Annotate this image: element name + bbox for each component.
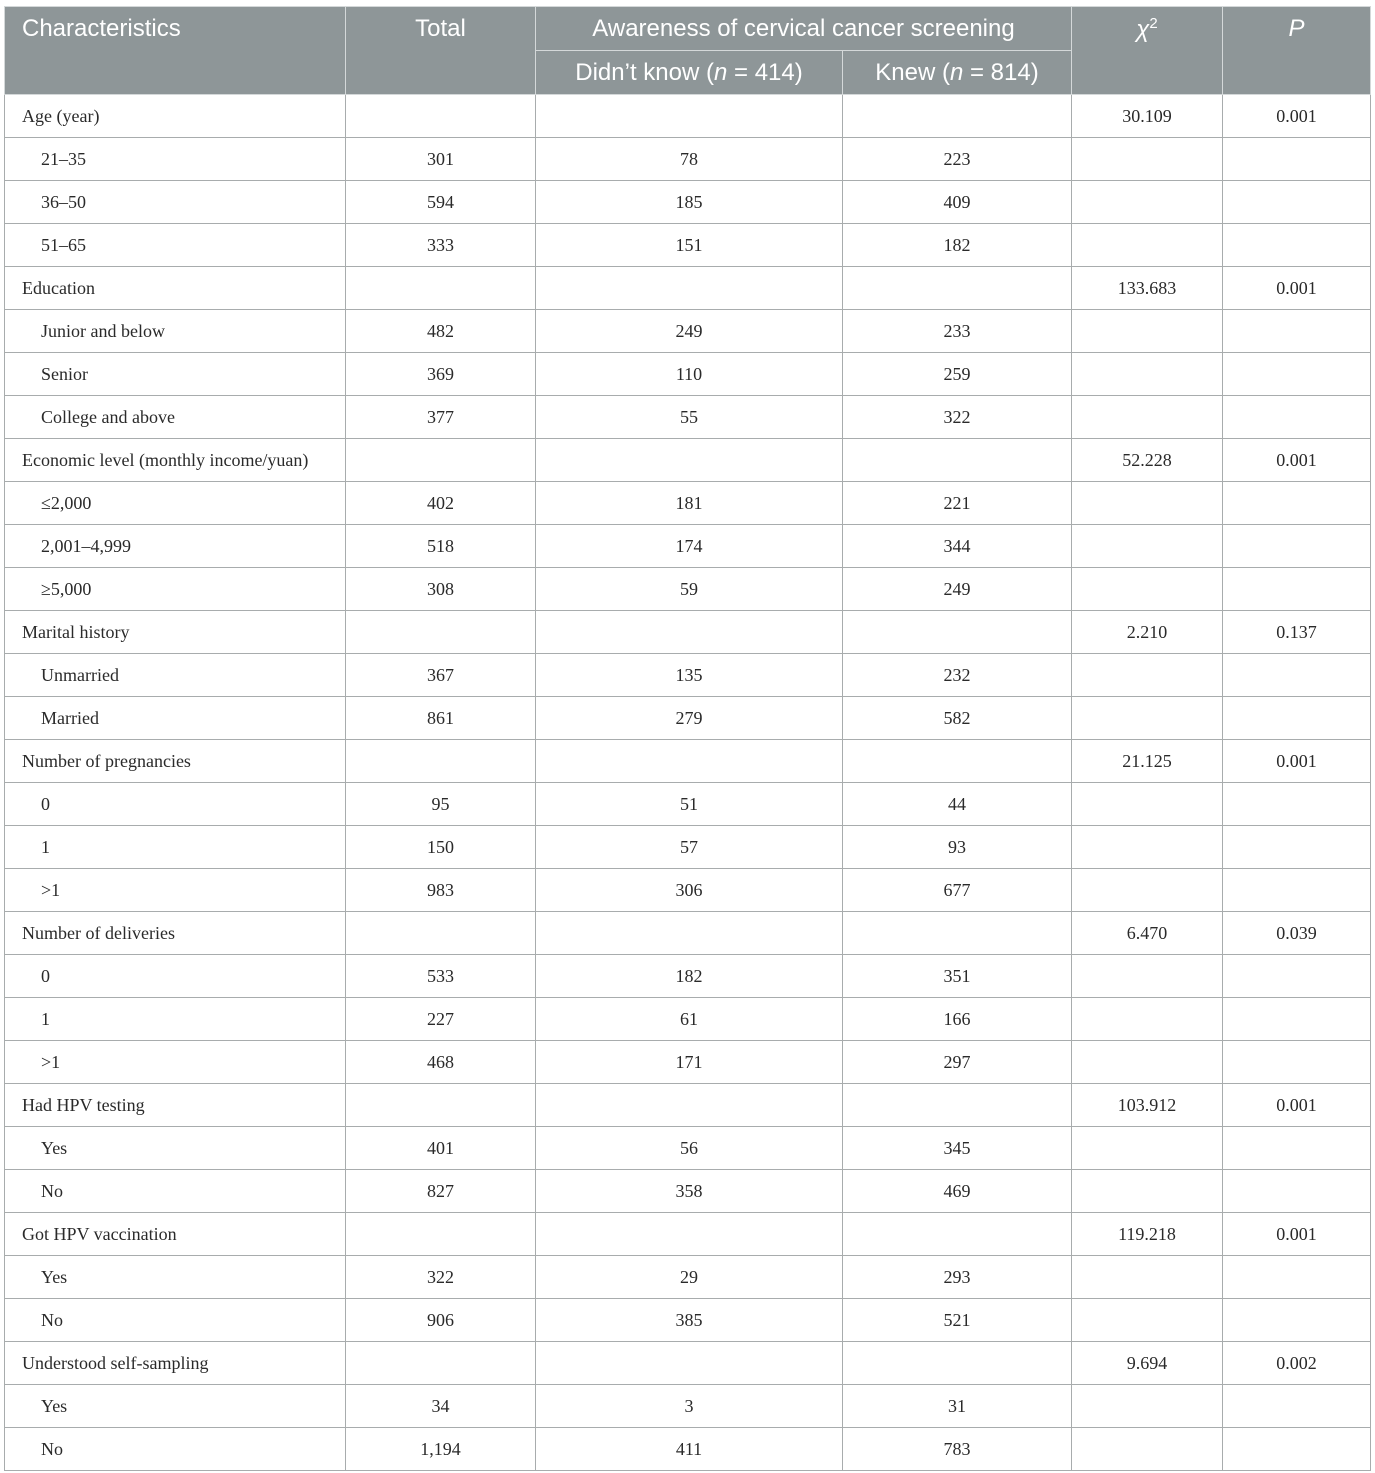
chi-square-cell: 21.125 — [1072, 740, 1223, 783]
p-value-cell — [1223, 1385, 1371, 1428]
knew-cell: 223 — [843, 138, 1072, 181]
knew-label: Knew ( — [875, 58, 950, 86]
table-row — [5, 181, 1371, 224]
row-label: 21–35 — [5, 138, 346, 181]
table-row — [5, 697, 1371, 740]
table-row — [5, 654, 1371, 697]
didnt-know-cell: 182 — [536, 955, 843, 998]
header-p-value — [1223, 7, 1371, 95]
p-value-cell — [1223, 138, 1371, 181]
knew-cell: 582 — [843, 697, 1072, 740]
didnt-know-cell: 411 — [536, 1428, 843, 1471]
chi-square-cell — [1072, 525, 1223, 568]
total-cell: 377 — [346, 396, 536, 439]
row-label: Got HPV vaccination — [5, 1213, 346, 1256]
row-label: Economic level (monthly income/yuan) — [5, 439, 346, 482]
total-cell: 827 — [346, 1170, 536, 1213]
chi-square-cell: 119.218 — [1072, 1213, 1223, 1256]
table-row — [5, 955, 1371, 998]
total-cell: 983 — [346, 869, 536, 912]
total-cell: 594 — [346, 181, 536, 224]
total-cell: 861 — [346, 697, 536, 740]
table-body — [5, 95, 1371, 1471]
knew-cell: 345 — [843, 1127, 1072, 1170]
didnt-know-cell: 279 — [536, 697, 843, 740]
table-row — [5, 869, 1371, 912]
didnt-know-cell: 29 — [536, 1256, 843, 1299]
table-header — [5, 7, 1371, 95]
row-label: Marital history — [5, 611, 346, 654]
header-awareness-text: Awareness of cervical cancer screening — [592, 14, 1015, 42]
total-cell — [346, 740, 536, 783]
p-value-cell — [1223, 826, 1371, 869]
p-value-cell — [1223, 654, 1371, 697]
knew-cell: 322 — [843, 396, 1072, 439]
table-row — [5, 1170, 1371, 1213]
row-label: 51–65 — [5, 224, 346, 267]
knew-cell: 182 — [843, 224, 1072, 267]
group-row — [5, 439, 1371, 482]
row-label: Age (year) — [5, 95, 346, 138]
table-row — [5, 1385, 1371, 1428]
header-row-1 — [5, 7, 1371, 51]
total-cell — [346, 912, 536, 955]
p-value-cell — [1223, 181, 1371, 224]
knew-cell: 783 — [843, 1428, 1072, 1471]
total-cell: 533 — [346, 955, 536, 998]
chi-square-cell: 2.210 — [1072, 611, 1223, 654]
didnt-know-cell — [536, 1213, 843, 1256]
total-cell — [346, 1213, 536, 1256]
total-cell: 518 — [346, 525, 536, 568]
p-value-cell: 0.137 — [1223, 611, 1371, 654]
group-row — [5, 1084, 1371, 1127]
header-knew — [843, 51, 1072, 95]
p-value-cell — [1223, 568, 1371, 611]
didnt-know-cell: 57 — [536, 826, 843, 869]
chi-square-cell — [1072, 1428, 1223, 1471]
chi-square-cell — [1072, 1299, 1223, 1342]
chi-square-cell — [1072, 181, 1223, 224]
didnt-know-cell — [536, 740, 843, 783]
row-label: 0 — [5, 783, 346, 826]
row-label: 1 — [5, 826, 346, 869]
knew-cell — [843, 439, 1072, 482]
didnt-know-cell: 185 — [536, 181, 843, 224]
row-label: Yes — [5, 1127, 346, 1170]
characteristics-table — [4, 6, 1371, 1471]
p-value-cell — [1223, 224, 1371, 267]
chi-square-cell — [1072, 482, 1223, 525]
group-row — [5, 267, 1371, 310]
chi-square-cell: 6.470 — [1072, 912, 1223, 955]
didnt-know-cell: 135 — [536, 654, 843, 697]
row-label: 2,001–4,999 — [5, 525, 346, 568]
knew-cell — [843, 740, 1072, 783]
p-value-cell — [1223, 1041, 1371, 1084]
row-label: Number of pregnancies — [5, 740, 346, 783]
p-value-cell: 0.039 — [1223, 912, 1371, 955]
knew-cell: 344 — [843, 525, 1072, 568]
didnt-know-cell: 78 — [536, 138, 843, 181]
table-row — [5, 1299, 1371, 1342]
knew-cell: 44 — [843, 783, 1072, 826]
p-value-cell: 0.001 — [1223, 267, 1371, 310]
total-cell: 227 — [346, 998, 536, 1041]
table-row — [5, 310, 1371, 353]
chi-square-cell — [1072, 224, 1223, 267]
total-cell: 367 — [346, 654, 536, 697]
row-label: Education — [5, 267, 346, 310]
table-row — [5, 525, 1371, 568]
row-label: Yes — [5, 1256, 346, 1299]
chi-square-cell — [1072, 654, 1223, 697]
didnt-know-cell: 249 — [536, 310, 843, 353]
p-value-cell — [1223, 396, 1371, 439]
p-value-cell — [1223, 1170, 1371, 1213]
p-value-cell: 0.002 — [1223, 1342, 1371, 1385]
group-row — [5, 1213, 1371, 1256]
p-value-cell — [1223, 1127, 1371, 1170]
table-row — [5, 1041, 1371, 1084]
table-row — [5, 826, 1371, 869]
didnt-know-cell — [536, 439, 843, 482]
knew-cell — [843, 1342, 1072, 1385]
knew-cell: 233 — [843, 310, 1072, 353]
p-value-cell: 0.001 — [1223, 439, 1371, 482]
chi-square-cell — [1072, 310, 1223, 353]
knew-cell: 351 — [843, 955, 1072, 998]
header-characteristics — [5, 7, 346, 95]
header-chi-square — [1072, 7, 1223, 95]
knew-cell: 232 — [843, 654, 1072, 697]
didnt-know-cell: 385 — [536, 1299, 843, 1342]
p-value-cell — [1223, 482, 1371, 525]
total-cell: 1,194 — [346, 1428, 536, 1471]
knew-cell — [843, 1213, 1072, 1256]
p-value-cell — [1223, 955, 1371, 998]
row-label: Married — [5, 697, 346, 740]
p-value-cell — [1223, 697, 1371, 740]
didnt-know-n-symbol: n — [713, 58, 728, 86]
total-cell: 482 — [346, 310, 536, 353]
knew-cell: 31 — [843, 1385, 1072, 1428]
chi-square-cell: 52.228 — [1072, 439, 1223, 482]
chi-square-cell — [1072, 955, 1223, 998]
p-value-cell: 0.001 — [1223, 95, 1371, 138]
p-symbol: P — [1288, 15, 1305, 42]
p-value-cell — [1223, 310, 1371, 353]
table-row — [5, 138, 1371, 181]
total-cell — [346, 611, 536, 654]
row-label: Senior — [5, 353, 346, 396]
row-label: >1 — [5, 869, 346, 912]
total-cell — [346, 1342, 536, 1385]
p-value-cell — [1223, 869, 1371, 912]
didnt-know-cell: 181 — [536, 482, 843, 525]
didnt-know-n-value: = 414) — [727, 58, 803, 86]
header-total — [346, 7, 536, 95]
total-cell: 301 — [346, 138, 536, 181]
row-label: Had HPV testing — [5, 1084, 346, 1127]
total-cell: 333 — [346, 224, 536, 267]
chi-square-cell — [1072, 998, 1223, 1041]
row-label: No — [5, 1170, 346, 1213]
knew-cell: 259 — [843, 353, 1072, 396]
didnt-know-cell: 151 — [536, 224, 843, 267]
p-value-cell — [1223, 1299, 1371, 1342]
chi-square-cell — [1072, 697, 1223, 740]
row-label: Unmarried — [5, 654, 346, 697]
chi-square-cell — [1072, 568, 1223, 611]
knew-cell — [843, 95, 1072, 138]
row-label: Number of deliveries — [5, 912, 346, 955]
chi-square-cell — [1072, 783, 1223, 826]
p-value-cell: 0.001 — [1223, 740, 1371, 783]
total-cell — [346, 1084, 536, 1127]
knew-cell: 221 — [843, 482, 1072, 525]
chi-square-cell — [1072, 1170, 1223, 1213]
chi-square-cell: 133.683 — [1072, 267, 1223, 310]
table-row — [5, 1127, 1371, 1170]
table-row — [5, 783, 1371, 826]
total-cell — [346, 95, 536, 138]
chi-square-cell — [1072, 1385, 1223, 1428]
chi-square-cell — [1072, 396, 1223, 439]
didnt-know-cell: 3 — [536, 1385, 843, 1428]
knew-cell — [843, 267, 1072, 310]
group-row — [5, 912, 1371, 955]
total-cell — [346, 267, 536, 310]
table-row — [5, 396, 1371, 439]
total-cell — [346, 439, 536, 482]
group-row — [5, 1342, 1371, 1385]
chi-square-cell: 103.912 — [1072, 1084, 1223, 1127]
total-cell: 906 — [346, 1299, 536, 1342]
chi-square-cell: 9.694 — [1072, 1342, 1223, 1385]
didnt-know-cell: 171 — [536, 1041, 843, 1084]
didnt-know-cell — [536, 912, 843, 955]
row-label: Understood self-sampling — [5, 1342, 346, 1385]
chi-square-cell — [1072, 1256, 1223, 1299]
chi-square-cell — [1072, 138, 1223, 181]
row-label: Junior and below — [5, 310, 346, 353]
chi-square-cell — [1072, 353, 1223, 396]
chi-exponent: 2 — [1149, 15, 1158, 32]
table-row — [5, 1428, 1371, 1471]
didnt-know-cell — [536, 1342, 843, 1385]
table-row — [5, 482, 1371, 525]
table-row — [5, 224, 1371, 267]
didnt-know-cell: 306 — [536, 869, 843, 912]
p-value-cell — [1223, 998, 1371, 1041]
chi-square-cell — [1072, 1127, 1223, 1170]
row-label: 36–50 — [5, 181, 346, 224]
knew-cell: 293 — [843, 1256, 1072, 1299]
knew-cell: 93 — [843, 826, 1072, 869]
table-row — [5, 1256, 1371, 1299]
row-label: No — [5, 1428, 346, 1471]
row-label: No — [5, 1299, 346, 1342]
didnt-know-cell: 59 — [536, 568, 843, 611]
knew-cell: 469 — [843, 1170, 1072, 1213]
row-label: 1 — [5, 998, 346, 1041]
total-cell: 150 — [346, 826, 536, 869]
p-value-cell — [1223, 525, 1371, 568]
didnt-know-cell: 110 — [536, 353, 843, 396]
header-awareness-group — [536, 7, 1072, 51]
didnt-know-cell: 56 — [536, 1127, 843, 1170]
p-value-cell — [1223, 353, 1371, 396]
header-characteristics-text: Characteristics — [22, 15, 181, 42]
group-row — [5, 611, 1371, 654]
total-cell: 95 — [346, 783, 536, 826]
didnt-know-cell — [536, 1084, 843, 1127]
knew-cell: 249 — [843, 568, 1072, 611]
total-cell: 468 — [346, 1041, 536, 1084]
chi-square-cell — [1072, 869, 1223, 912]
knew-cell: 677 — [843, 869, 1072, 912]
total-cell: 308 — [346, 568, 536, 611]
group-row — [5, 740, 1371, 783]
chi-square-cell: 30.109 — [1072, 95, 1223, 138]
knew-cell: 409 — [843, 181, 1072, 224]
didnt-know-cell — [536, 267, 843, 310]
row-label: >1 — [5, 1041, 346, 1084]
row-label: 0 — [5, 955, 346, 998]
didnt-know-cell: 174 — [536, 525, 843, 568]
knew-n-value: = 814) — [963, 58, 1039, 86]
p-value-cell — [1223, 783, 1371, 826]
total-cell: 402 — [346, 482, 536, 525]
chi-square-cell — [1072, 826, 1223, 869]
header-didnt-know — [536, 51, 843, 95]
table-row — [5, 353, 1371, 396]
group-row — [5, 95, 1371, 138]
chi-square-cell — [1072, 1041, 1223, 1084]
total-cell: 369 — [346, 353, 536, 396]
didnt-know-cell: 55 — [536, 396, 843, 439]
knew-n-symbol: n — [949, 58, 964, 86]
header-total-text: Total — [415, 15, 466, 42]
p-value-cell — [1223, 1256, 1371, 1299]
row-label: ≥5,000 — [5, 568, 346, 611]
didnt-know-cell — [536, 95, 843, 138]
knew-cell: 166 — [843, 998, 1072, 1041]
knew-cell — [843, 611, 1072, 654]
row-label: Yes — [5, 1385, 346, 1428]
didnt-know-label: Didn’t know ( — [575, 58, 714, 86]
total-cell: 34 — [346, 1385, 536, 1428]
didnt-know-cell: 358 — [536, 1170, 843, 1213]
p-value-cell — [1223, 1428, 1371, 1471]
knew-cell — [843, 912, 1072, 955]
knew-cell: 297 — [843, 1041, 1072, 1084]
chi-symbol: χ — [1136, 16, 1150, 43]
table-row — [5, 568, 1371, 611]
total-cell: 322 — [346, 1256, 536, 1299]
p-value-cell: 0.001 — [1223, 1213, 1371, 1256]
row-label: ≤2,000 — [5, 482, 346, 525]
didnt-know-cell — [536, 611, 843, 654]
table-row — [5, 998, 1371, 1041]
p-value-cell: 0.001 — [1223, 1084, 1371, 1127]
knew-cell: 521 — [843, 1299, 1072, 1342]
didnt-know-cell: 51 — [536, 783, 843, 826]
total-cell: 401 — [346, 1127, 536, 1170]
didnt-know-cell: 61 — [536, 998, 843, 1041]
knew-cell — [843, 1084, 1072, 1127]
row-label: College and above — [5, 396, 346, 439]
